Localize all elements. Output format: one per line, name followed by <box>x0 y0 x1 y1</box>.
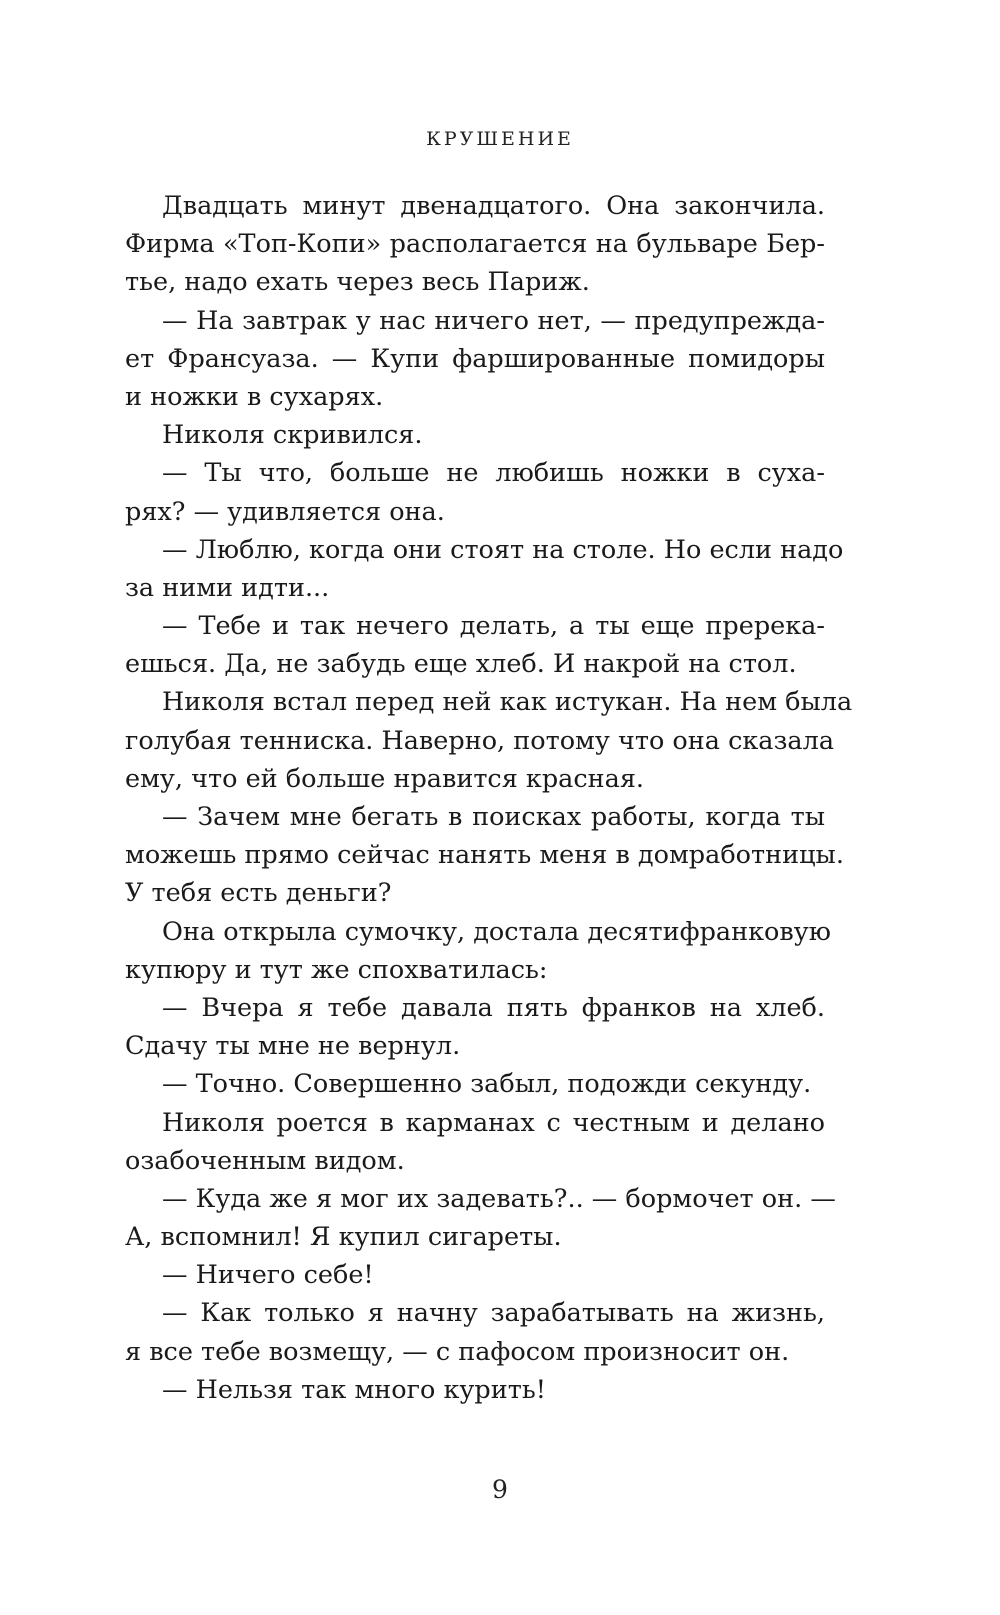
text-line: Фирма «Топ-Копи» располагается на бульваре Бер- <box>125 229 825 260</box>
text-line: Она открыла сумочку, достала десятифранковую <box>162 916 831 947</box>
text-line: — Люблю, когда они стоят на столе. Но если надо <box>162 534 844 565</box>
text-line: — Ничего себе! <box>162 1260 374 1291</box>
text-line: Двадцать минут двенадцатого. Она закончила. <box>162 191 825 221</box>
text-line: — Как только я начну зарабатывать на жизнь, <box>162 1298 825 1329</box>
text-line: У тебя есть деньги? <box>125 878 392 909</box>
text-line: Николя встал перед ней как истукан. На нем была <box>162 687 853 718</box>
page-number: 9 <box>492 1475 508 1504</box>
text-line: А, вспомнил! Я купил сигареты. <box>125 1222 562 1253</box>
text-line: — Точно. Совершенно забыл, подожди секунду. <box>162 1069 812 1100</box>
text-line: за ними идти... <box>125 572 330 603</box>
text-line: — На завтрак у нас ничего нет, — предупрежда- <box>162 305 825 336</box>
text-line: Николя роется в карманах с честным и делано <box>162 1107 825 1138</box>
text-line: можешь прямо сейчас нанять меня в домработницы. <box>125 840 844 871</box>
text-line: — Ты что, больше не любишь ножки в суха- <box>162 458 825 489</box>
text-line: озабоченным видом. <box>125 1145 405 1176</box>
text-line: голубая тенниска. Наверно, потому что она сказала <box>125 725 835 756</box>
text-line: Николя скривился. <box>162 420 423 451</box>
text-line: купюру и тут же спохватилась: <box>125 954 548 985</box>
text-line: Сдачу ты мне не вернул. <box>125 1031 461 1062</box>
text-line: — Нельзя так много курить! <box>162 1374 546 1405</box>
text-line: я все тебе возмещу, — с пафосом произносит он. <box>125 1336 790 1367</box>
text-line: ешься. Да, не забудь еще хлеб. И накрой на стол. <box>125 649 797 680</box>
running-head-title: КРУШЕНИЕ <box>426 128 574 150</box>
text-line: ему, что ей больше нравится красная. <box>125 763 645 794</box>
body-text <box>125 187 853 1409</box>
text-line: ет Франсуаза. — Купи фаршированные помидоры <box>125 343 825 374</box>
text-line: тье, надо ехать через весь Париж. <box>125 267 590 298</box>
text-line: — Куда же я мог их задевать?.. — бормочет он. — <box>162 1183 836 1214</box>
text-line: — Тебе и так нечего делать, а ты еще пререка- <box>162 611 825 642</box>
text-line: — Вчера я тебе давала пять франков на хлеб. <box>162 992 825 1023</box>
text-line: рях? — удивляется она. <box>125 496 445 527</box>
text-line: — Зачем мне бегать в поисках работы, когда ты <box>162 802 825 832</box>
text-line: и ножки в сухарях. <box>125 381 384 412</box>
